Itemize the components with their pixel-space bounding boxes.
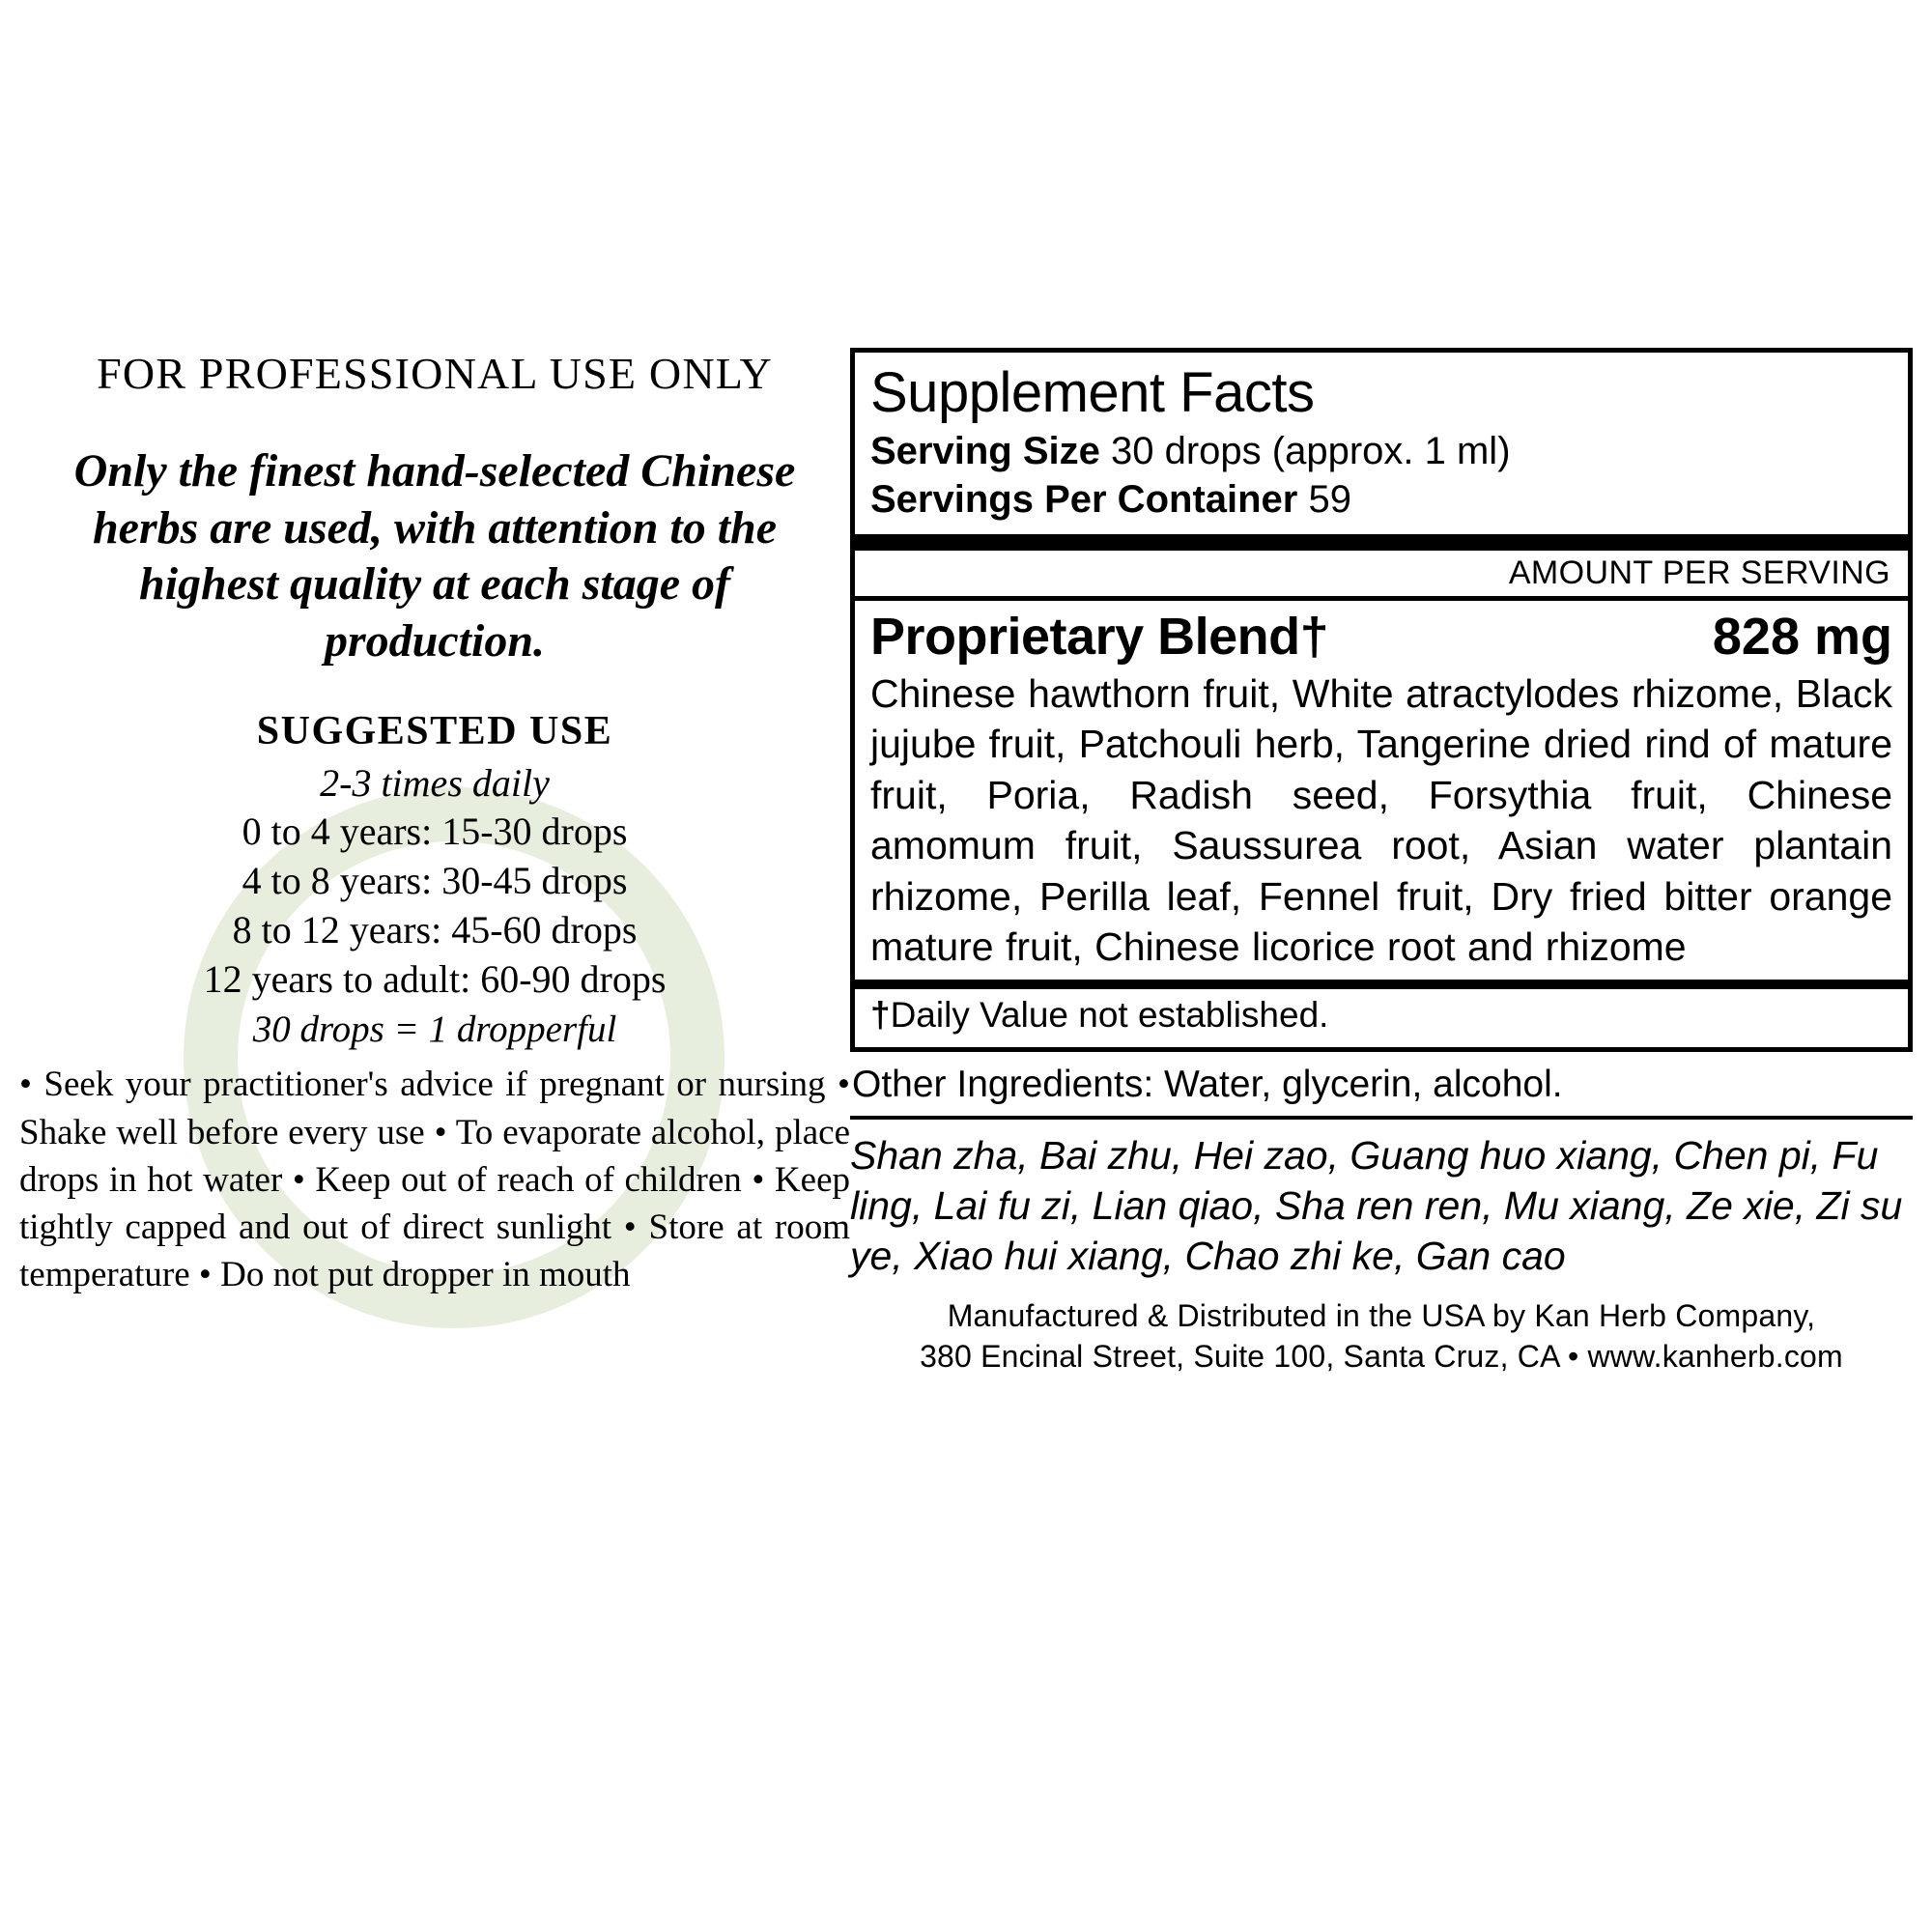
left-panel <box>19 348 850 1298</box>
pinyin-ingredients: Shan zha, Bai zhu, Hei zao, Guang huo xiang, Chen pi, Fu ling, Lai fu zi, Lian qiao, Sha ren ren, Mu xiang, Ze xie, Zi su ye, Xiao hui xiang, Chao zhi ke, Gan cao <box>850 1133 1903 1278</box>
blend-ingredients-list: Chinese hawthorn fruit, White atractylodes rhizome, Black jujube fruit, Patchouli herb, Tangerine dried rind of mature fruit, Poria, Radish seed, Forsythia fruit, Chinese amomum fruit, Saussurea root, Asian water plantain rhizome, Perilla leaf, Fennel fruit, Dry fried bitter orange mature fruit, Chinese licorice root and rhizome <box>870 670 1892 970</box>
divider-thick <box>855 534 1908 551</box>
dagger-symbol: † <box>870 995 891 1036</box>
divider-medium <box>855 980 1908 989</box>
amount-per-serving-header: AMOUNT PER SERVING <box>1508 554 1890 591</box>
serving-size-row <box>870 427 1892 475</box>
supplement-facts-box <box>850 348 1913 1052</box>
proprietary-blend-label <box>870 607 1328 667</box>
professional-use-heading: FOR PROFESSIONAL USE ONLY <box>97 349 773 398</box>
dose-line: 4 to 8 years: 30-45 drops <box>242 858 628 902</box>
manufacturer-line-2: 380 Encinal Street, Suite 100, Santa Cruz, CA • www.kanherb.com <box>920 1339 1843 1375</box>
serving-size-label: Serving Size <box>870 429 1100 472</box>
servings-per-container-row <box>870 475 1892 524</box>
servings-per-container-label: Servings Per Container <box>870 478 1298 522</box>
dose-line: 12 years to adult: 60-90 drops <box>203 956 667 1001</box>
dropperful-note: 30 drops = 1 dropperful <box>252 1009 617 1051</box>
dagger-symbol: † <box>1299 607 1329 666</box>
manufacturer-line-1: Manufactured & Distributed in the USA by Kan Herb Company, <box>947 1298 1816 1334</box>
right-panel <box>850 348 1913 1378</box>
dose-line: 0 to 4 years: 15-30 drops <box>242 810 628 854</box>
proprietary-blend-amount: 828 mg <box>1712 607 1892 666</box>
manufacturer-info <box>850 1296 1913 1377</box>
daily-value-text: Daily Value not established. <box>890 995 1329 1036</box>
servings-per-container-value: 59 <box>1308 478 1351 522</box>
quality-statement: Only the finest hand-selected Chinese herbs are used, with attention to the highest quality at each stage of production. <box>73 445 796 667</box>
dosage-frequency: 2-3 times daily <box>320 761 550 806</box>
divider-thin <box>855 596 1908 601</box>
other-ingredients: Other Ingredients: Water, glycerin, alcohol. <box>852 1064 1563 1106</box>
daily-value-note <box>870 995 1892 1036</box>
divider-separator <box>850 1116 1913 1120</box>
serving-size-value: 30 drops (approx. 1 ml) <box>1111 429 1511 472</box>
proprietary-blend-row <box>870 607 1892 667</box>
suggested-use-heading: SUGGESTED USE <box>256 709 613 754</box>
cautions-text: • Seek your practitioner's advice if pregnant or nursing • Shake well before every use • To evaporate alcohol, place drops in hot water • Keep out of reach of children • Keep tightly capped and out of direct sunlight • Store at room temperature • Do not put dropper in mouth <box>19 1065 850 1295</box>
supplement-facts-title: Supplement Facts <box>870 361 1315 424</box>
proprietary-blend-name: Proprietary Blend <box>870 607 1300 666</box>
dose-line: 8 to 12 years: 45-60 drops <box>232 907 638 952</box>
left-panel-content <box>19 348 850 1298</box>
